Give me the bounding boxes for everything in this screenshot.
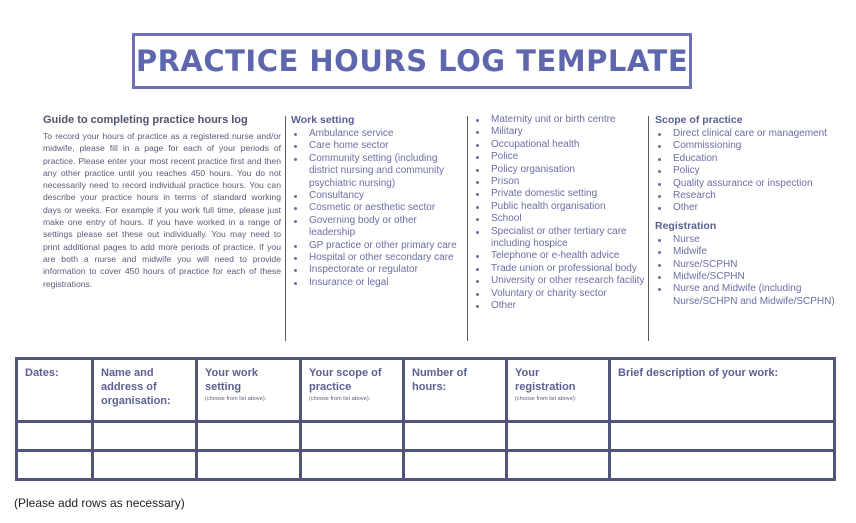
list-item: Other — [473, 300, 645, 312]
list-item: Voluntary or charity sector — [473, 288, 645, 300]
cell-dates[interactable] — [17, 422, 93, 451]
list-item: School — [473, 213, 645, 225]
list-item: University or other research facility — [473, 275, 645, 287]
registration-list — [655, 234, 835, 308]
list-item: Insurance or legal — [291, 277, 463, 289]
list-item: Cosmetic or aesthetic sector — [291, 202, 463, 214]
work-setting-continued-section — [473, 114, 645, 313]
cell-organisation[interactable] — [93, 422, 197, 451]
cell-hours[interactable] — [404, 451, 507, 480]
list-item: Quality assurance or inspection — [655, 178, 835, 190]
table-row — [17, 422, 835, 451]
title-banner — [132, 33, 692, 89]
scope-heading: Scope of practice — [655, 114, 743, 126]
list-item: Military — [473, 126, 645, 138]
list-item: Private domestic setting — [473, 188, 645, 200]
guide-section — [43, 114, 281, 290]
list-item: Other — [655, 202, 835, 214]
list-item: Nurse and Midwife (including Nurse/SCHPN and Midwife/SCPHN) — [655, 283, 835, 308]
list-item: Education — [655, 153, 835, 165]
list-item: Prison — [473, 176, 645, 188]
list-item: Trade union or professional body — [473, 263, 645, 275]
column-divider — [648, 116, 649, 341]
work-setting-section — [291, 114, 463, 289]
list-item: Policy — [655, 165, 835, 177]
list-item: Direct clinical care or management — [655, 128, 835, 140]
header-dates: Dates: — [17, 359, 93, 422]
cell-work-setting[interactable] — [197, 422, 301, 451]
list-item: Hospital or other secondary care — [291, 252, 463, 264]
table-row — [17, 451, 835, 480]
table-header-row — [17, 359, 835, 422]
list-item: Midwife/SCPHN — [655, 271, 835, 283]
list-item: Policy organisation — [473, 164, 645, 176]
header-hours: Number of hours: — [404, 359, 507, 422]
list-item: Maternity unit or birth centre — [473, 114, 645, 126]
header-description: Brief description of your work: — [610, 359, 835, 422]
header-organisation: Name and address of organisation: — [93, 359, 197, 422]
list-item: Care home sector — [291, 140, 463, 152]
cell-organisation[interactable] — [93, 451, 197, 480]
work-setting-list-continued — [473, 114, 645, 313]
work-setting-list — [291, 128, 463, 289]
page-title: PRACTICE HOURS LOG TEMPLATE — [135, 44, 689, 78]
list-item: Commissioning — [655, 140, 835, 152]
column-divider — [285, 116, 286, 341]
cell-registration[interactable] — [507, 422, 610, 451]
practice-hours-table — [15, 357, 836, 481]
cell-hours[interactable] — [404, 422, 507, 451]
work-setting-heading: Work setting — [291, 114, 355, 126]
cell-work-setting[interactable] — [197, 451, 301, 480]
list-item: Telephone or e-health advice — [473, 250, 645, 262]
list-item: Research — [655, 190, 835, 202]
list-item: Community setting (including district nursing and community psychiatric nursing) — [291, 153, 463, 190]
guide-heading: Guide to completing practice hours log — [43, 114, 248, 126]
cell-description[interactable] — [610, 422, 835, 451]
list-item: Public health organisation — [473, 201, 645, 213]
cell-scope[interactable] — [301, 451, 404, 480]
list-item: Nurse — [655, 234, 835, 246]
column-divider — [467, 116, 468, 341]
list-item: Occupational health — [473, 139, 645, 151]
registration-heading: Registration — [655, 219, 717, 232]
footnote: (Please add rows as necessary) — [14, 496, 185, 510]
list-item: Nurse/SCPHN — [655, 259, 835, 271]
header-work-setting: Your work setting (choose from list above): — [197, 359, 301, 422]
scope-list — [655, 128, 835, 215]
list-item: Governing body or other leadership — [291, 215, 463, 240]
guide-body: To record your hours of practice as a registered nurse and/or midwife, please fill in a page for each of your periods of practice. Please enter your most recent practice first and then any other practice until you reaches 450 hours. You do not necessarily need to record individual practice hours. You can describe your practice hours in terms of standard working days or weeks. For example if you work full time, please just make one entry of hours. If you have worked in a range of settings please set these out individually. You may need to print additional pages to add more periods of practice. If you are both a nurse and midwife you will need to provide information to cover 450 hours of practice for each of these registrations. — [43, 131, 281, 289]
header-registration: Your registration (choose from list above): — [507, 359, 610, 422]
cell-dates[interactable] — [17, 451, 93, 480]
list-item: Midwife — [655, 246, 835, 258]
cell-registration[interactable] — [507, 451, 610, 480]
cell-description[interactable] — [610, 451, 835, 480]
list-item: Police — [473, 151, 645, 163]
scope-registration-section — [655, 114, 835, 308]
cell-scope[interactable] — [301, 422, 404, 451]
list-item: Consultancy — [291, 190, 463, 202]
list-item: Inspectorate or regulator — [291, 264, 463, 276]
list-item: Specialist or other tertiary care including hospice — [473, 226, 645, 251]
list-item: Ambulance service — [291, 128, 463, 140]
list-item: GP practice or other primary care — [291, 240, 463, 252]
header-scope: Your scope of practice (choose from list above): — [301, 359, 404, 422]
